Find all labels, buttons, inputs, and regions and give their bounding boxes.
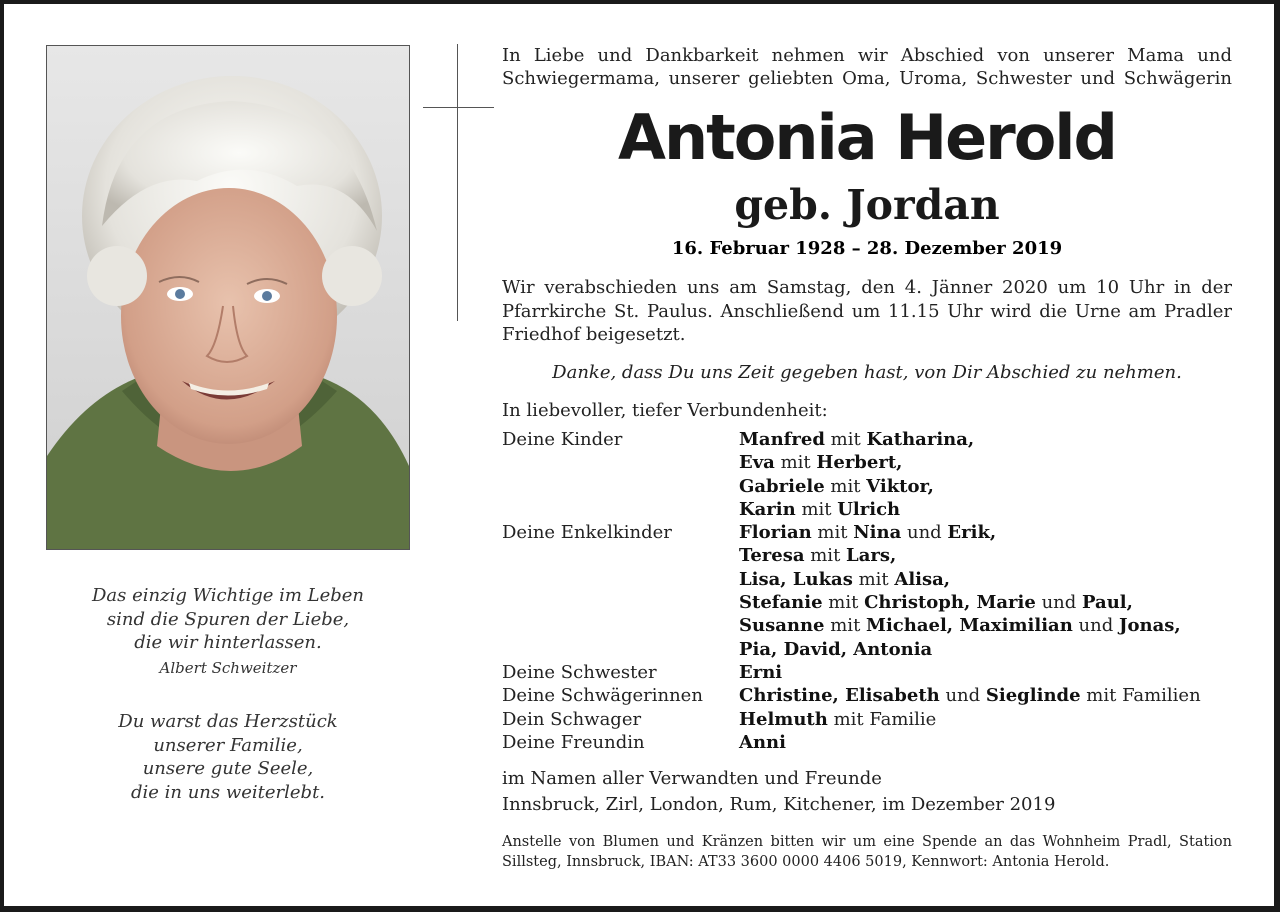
family-row <box>502 638 1242 661</box>
family-members <box>739 451 1242 474</box>
family-row <box>502 661 1242 684</box>
family-row <box>502 544 1242 567</box>
member-connector: und <box>1035 592 1082 614</box>
member-name: Christine, Elisabeth <box>739 685 940 707</box>
member-connector: mit <box>824 429 867 450</box>
member-name: Karin <box>739 498 796 520</box>
member-name: Lars, <box>846 545 897 567</box>
family-members <box>739 521 1242 544</box>
life-dates: 16. Februar 1928 – 28. Dezember 2019 <box>671 238 1063 259</box>
quote-schweitzer <box>46 584 410 680</box>
family-list <box>502 428 1242 754</box>
family-members <box>739 638 1242 661</box>
member-connector: mit <box>811 522 854 544</box>
family-row <box>502 568 1242 591</box>
member-name: Helmuth <box>739 708 828 730</box>
cross-icon-vertical <box>457 44 458 321</box>
member-connector: mit <box>795 498 838 520</box>
family-members <box>739 661 1242 684</box>
member-name: Anni <box>739 731 786 753</box>
quote-line: unsere gute Seele, <box>142 758 314 779</box>
deceased-name: Antonia Herold <box>618 101 1116 174</box>
member-name: Paul, <box>1082 592 1133 614</box>
family-members <box>739 684 1242 707</box>
family-relation-label <box>502 451 739 474</box>
family-row <box>502 498 1242 521</box>
member-name: Erni <box>739 661 783 683</box>
service-details: Wir verabschieden uns am Samstag, den 4. Jänner 2020 um 10 Uhr in der Pfarrkirche St. Paulus. Anschließend um 11.15 Uhr wird die Urne am Pradler Friedhof beigesetzt. <box>502 277 1232 345</box>
family-row <box>502 475 1242 498</box>
member-connector: mit <box>774 452 817 474</box>
family-row <box>502 521 1242 544</box>
member-name: Susanne <box>739 615 825 637</box>
family-members <box>739 614 1242 637</box>
family-relation-label <box>502 638 739 661</box>
family-relation-label <box>502 544 739 567</box>
family-relation-label: Dein Schwager <box>502 708 642 730</box>
place-date: Innsbruck, Zirl, London, Rum, Kitchener, im Dezember 2019 <box>502 794 1056 815</box>
quote-line: Du warst das Herzstück <box>118 711 338 732</box>
family-row <box>502 428 1242 451</box>
family-row <box>502 614 1242 637</box>
family-members <box>739 498 1242 521</box>
member-name: Katharina, <box>866 429 975 450</box>
intro-text: In Liebe und Dankbarkeit nehmen wir Abschied von unserer Mama und Schwiegermama, unserer geliebten Oma, Uroma, Schwester und Schwägerin <box>502 45 1232 89</box>
family-relation-label <box>502 475 739 498</box>
member-connector: mit <box>804 545 847 567</box>
member-name: Erik, <box>947 522 997 544</box>
quote-author: Albert Schweitzer <box>159 658 297 677</box>
family-members <box>739 568 1242 591</box>
quote-line: sind die Spuren der Liebe, <box>106 608 350 630</box>
closing-line: im Namen aller Verwandten und Freunde <box>502 768 882 789</box>
family-row <box>502 731 1242 754</box>
family-relation-label <box>502 614 739 637</box>
quote-line: unserer Familie, <box>153 734 303 756</box>
member-name: Ulrich <box>837 498 901 520</box>
family-members <box>739 731 1242 754</box>
member-name: Teresa <box>739 545 805 567</box>
member-connector: und <box>939 685 986 707</box>
family-row <box>502 684 1242 707</box>
family-row <box>502 591 1242 614</box>
family-relation-label: Deine Schwägerinnen <box>502 685 703 707</box>
family-row <box>502 708 1242 731</box>
family-lead: In liebevoller, tiefer Verbundenheit: <box>502 400 828 421</box>
member-name: Christoph, Marie <box>864 592 1036 614</box>
portrait-photo <box>46 45 410 550</box>
member-connector: mit <box>824 475 867 497</box>
member-name: Manfred <box>739 429 825 450</box>
member-connector: mit <box>852 568 895 590</box>
family-relation-label <box>502 568 739 591</box>
member-name: Herbert, <box>816 452 903 474</box>
member-connector: mit Familien <box>1080 685 1201 707</box>
member-name: Jonas, <box>1118 615 1181 637</box>
member-connector: mit <box>822 592 865 614</box>
obituary-card <box>4 4 1274 906</box>
family-relation-label <box>502 591 739 614</box>
member-name: Eva <box>739 452 775 474</box>
portrait-illustration <box>47 46 409 549</box>
family-relation-label <box>502 498 739 521</box>
member-connector: mit <box>824 615 867 637</box>
family-relation-label: Deine Schwester <box>502 661 657 683</box>
family-members <box>739 544 1242 567</box>
family-relation-label: Deine Enkelkinder <box>502 522 672 544</box>
family-members <box>739 428 1242 451</box>
member-name: Stefanie <box>739 592 823 614</box>
member-name: Pia, David, Antonia <box>739 638 933 660</box>
quote-herzstueck <box>46 710 410 804</box>
member-connector: und <box>901 522 948 544</box>
member-name: Sieglinde <box>985 685 1081 707</box>
quote-line: die in uns weiterlebt. <box>130 781 326 803</box>
birth-name: geb. Jordan <box>734 181 1000 229</box>
family-members <box>739 591 1242 614</box>
family-members <box>739 475 1242 498</box>
family-members <box>739 708 1242 731</box>
member-name: Michael, Maximilian <box>866 615 1073 637</box>
quote-line: die wir hinterlassen. <box>134 632 322 653</box>
thanks-line: Danke, dass Du uns Zeit gegeben hast, von Dir Abschied zu nehmen. <box>552 362 1182 383</box>
family-relation-label: Deine Freundin <box>502 731 645 753</box>
cross-icon-horizontal <box>423 107 494 108</box>
family-relation-label: Deine Kinder <box>502 429 623 450</box>
family-row <box>502 451 1242 474</box>
member-name: Alisa, <box>894 568 951 590</box>
member-name: Florian <box>739 522 812 544</box>
quote-line: Das einzig Wichtige im Leben <box>91 585 365 606</box>
member-name: Nina <box>853 522 902 544</box>
member-connector: und <box>1072 615 1119 637</box>
member-name: Viktor, <box>866 475 934 497</box>
member-name: Gabriele <box>739 475 825 497</box>
member-connector: mit Familie <box>827 708 937 730</box>
donation-note: Anstelle von Blumen und Kränzen bitten wir um eine Spende an das Wohnheim Pradl, Station Sillsteg, Innsbruck, IBAN: AT33 3600 0000 4406 5019, Kennwort: Antonia Herold. <box>502 834 1232 870</box>
member-name: Lisa, Lukas <box>739 568 853 590</box>
